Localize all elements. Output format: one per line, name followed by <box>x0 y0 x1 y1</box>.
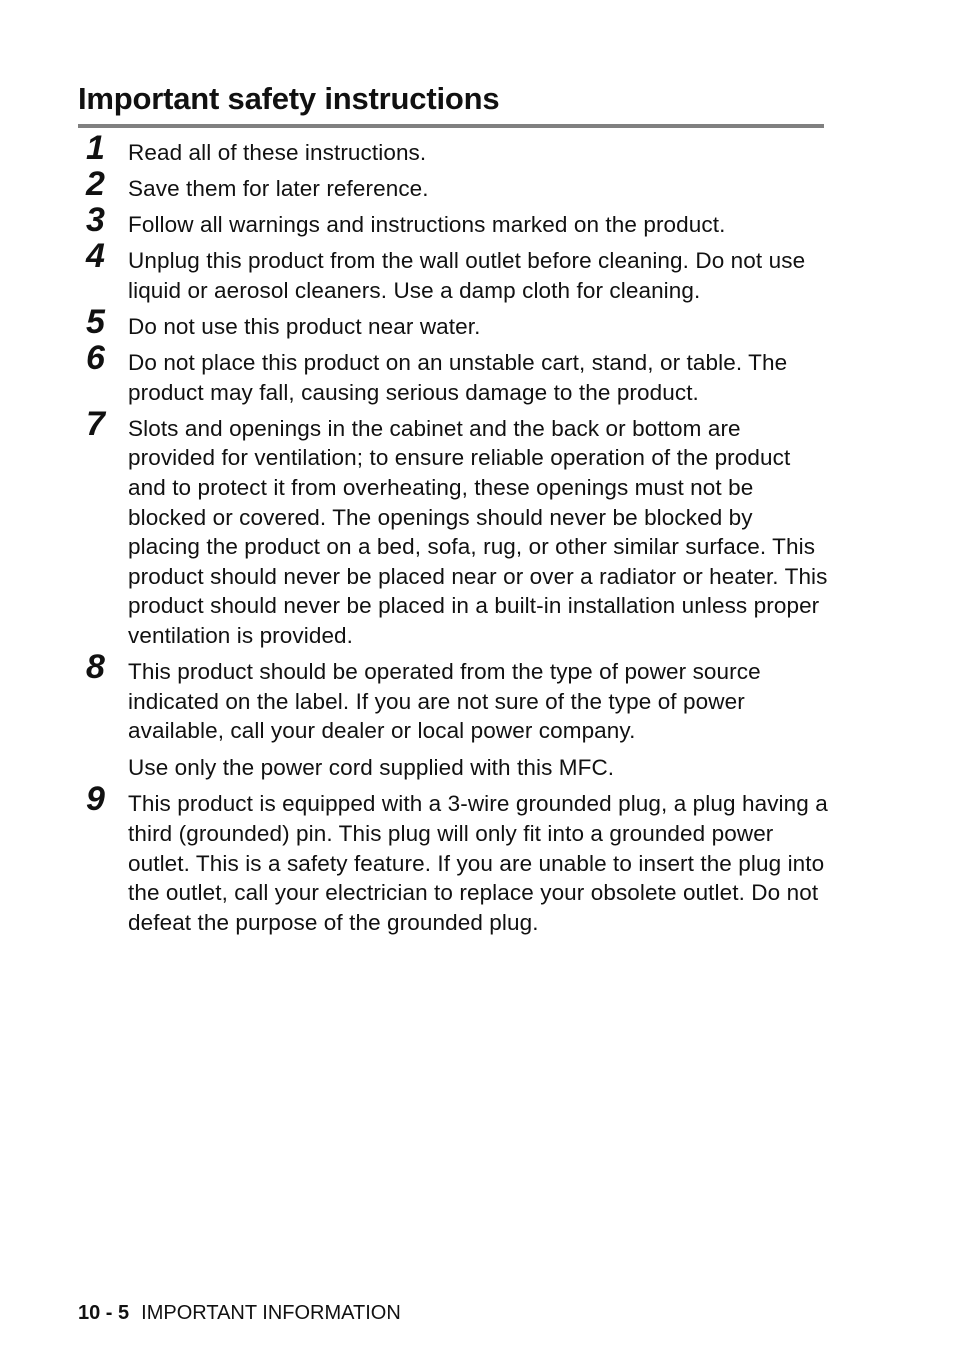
step-text: Unplug this product from the wall outlet before cleaning. Do not use liquid or aerosol cleaners. Use a damp cloth for cleaning. <box>128 248 806 303</box>
step-note: Use only the power cord supplied with this MFC. <box>128 755 615 781</box>
step-number: 9 <box>86 780 105 819</box>
step-number: 2 <box>86 165 105 204</box>
page-footer <box>78 1301 401 1325</box>
list-item <box>0 648 828 789</box>
footer-section-title: IMPORTANT INFORMATION <box>141 1302 401 1324</box>
step-number: 1 <box>86 129 105 167</box>
step-number: 4 <box>86 237 105 276</box>
list-item <box>0 237 828 312</box>
page-title: Important safety instructions <box>78 81 500 116</box>
list-item <box>0 339 828 414</box>
step-number: 3 <box>86 201 105 240</box>
list-item <box>0 780 828 943</box>
list-item <box>0 201 828 246</box>
list-item <box>0 165 828 210</box>
step-number: 7 <box>86 404 105 443</box>
list-item <box>0 129 828 174</box>
step-text: Read all of these instructions. <box>128 140 427 165</box>
step-number: 6 <box>86 339 105 378</box>
step-text: This product should be operated from the type of power source indicated on the label. If you are not sure of the type of power available, call your dealer or local power company. <box>128 659 761 744</box>
step-number: 8 <box>86 648 105 686</box>
step-text: Do not use this product near water. <box>128 313 481 339</box>
step-text: This product is equipped with a 3-wire grounded plug, a plug having a third (grounded) pin. This plug will only fit into a grounded power outlet. This is a safety feature. If you are unable to insert the plug into the outlet, call your electrician to replace your obsolete outlet. Do not defeat the purpose of the grounded plug. <box>128 791 828 935</box>
step-number: 5 <box>86 302 105 341</box>
title-divider <box>78 124 824 128</box>
step-text: Slots and openings in the cabinet and the back or bottom are provided for ventilation; to ensure reliable operation of the product and to protect it from overheating, these openings must not be blocked or covered. The openings should never be blocked by placing the product on a bed, sofa, rug, or other similar surface. This product should never be placed near or over a radiator or heater. This product should never be placed in a built-in installation unless proper ventilation is provided. <box>128 415 828 648</box>
step-text: Save them for later reference. <box>128 176 429 202</box>
list-item <box>0 302 828 348</box>
list-item <box>0 404 828 657</box>
footer-page-number: 10 - 5 <box>78 1302 130 1324</box>
safety-instructions-list <box>0 129 954 944</box>
step-text: Do not place this product on an unstable cart, stand, or table. The product may fall, causing serious damage to the product. <box>128 350 788 405</box>
step-text: Follow all warnings and instructions marked on the product. <box>128 212 726 238</box>
